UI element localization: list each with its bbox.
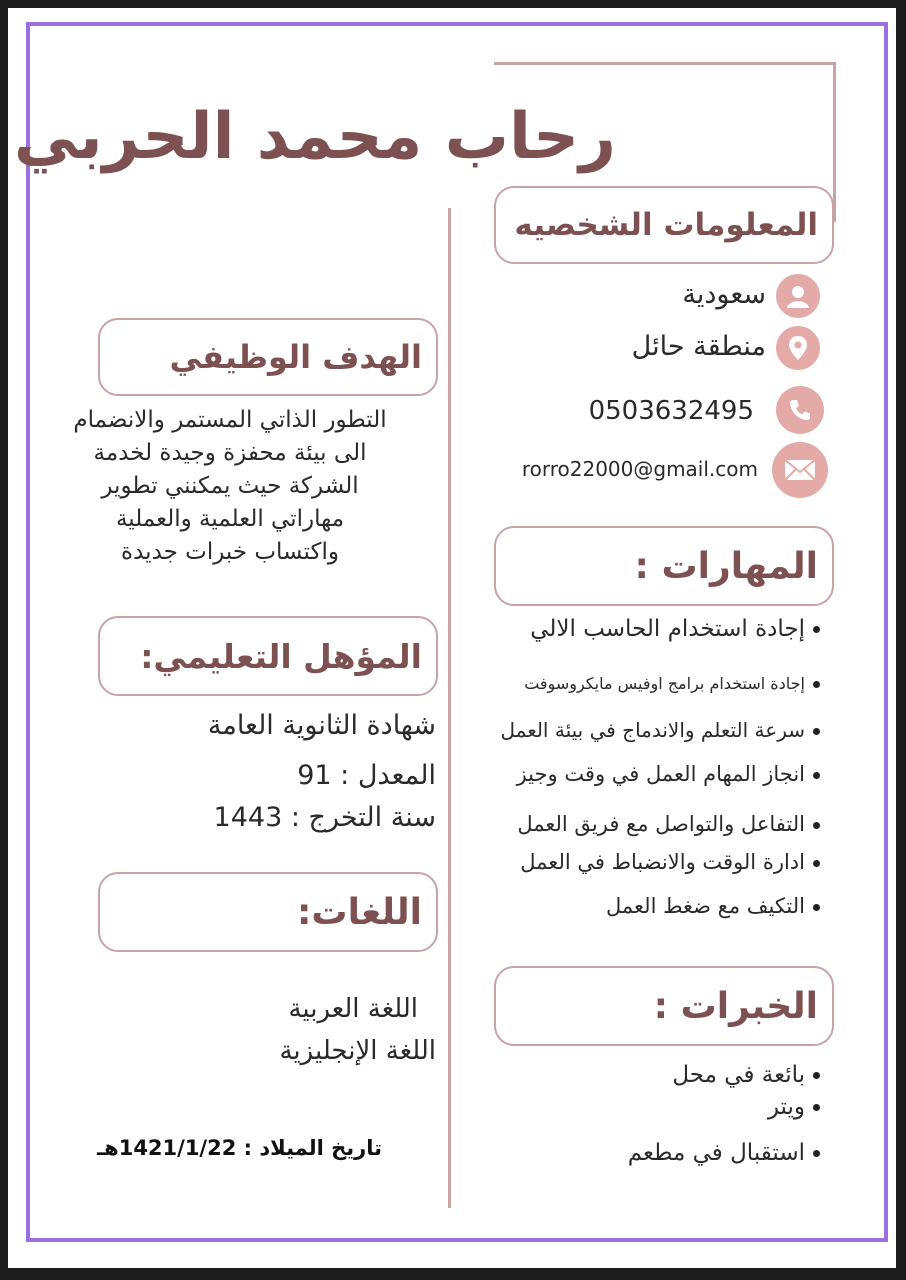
skill-text: إجادة استخدام برامج اوفيس مايكروسوفت (524, 674, 805, 693)
email-icon (772, 442, 828, 498)
experience-header (494, 966, 834, 1046)
nationality: سعودية (682, 279, 766, 310)
skill-text: سرعة التعلم والاندماج في بيئة العمل (500, 718, 805, 742)
languages-title: اللغات: (297, 891, 422, 933)
experience-text: بائعة في محل (672, 1062, 805, 1088)
language-item: اللغة الإنجليزية (279, 1036, 436, 1066)
decorative-line-right (833, 62, 836, 222)
education-header (98, 616, 438, 696)
experience-text: ويتر (767, 1094, 805, 1120)
bullet-icon (813, 1150, 820, 1157)
skill-item (520, 850, 820, 874)
skill-text: التفاعل والتواصل مع فريق العمل (517, 812, 805, 836)
phone-number: 0503632495 (588, 396, 754, 426)
bullet-icon (813, 1104, 820, 1111)
phone-icon (776, 386, 824, 434)
skill-item (500, 718, 820, 742)
skill-item (530, 616, 820, 642)
skill-item (517, 812, 820, 836)
bullet-icon (813, 904, 820, 911)
objective-line: الى بيئة محفزة وجيدة لخدمة (93, 440, 367, 466)
experience-item (768, 1094, 820, 1120)
languages-header (98, 872, 438, 952)
experience-text: استقبال في مطعم (627, 1140, 805, 1166)
bullet-icon (813, 860, 820, 867)
birthdate: تاريخ الميلاد : 1421/1/22هـ (96, 1136, 382, 1160)
location-pin-icon (776, 326, 820, 370)
skills-title: المهارات : (634, 545, 818, 587)
skill-text: إجادة استخدام الحاسب الالي (530, 616, 805, 642)
objective-line: الشركة حيث يمكنني تطوير (101, 473, 359, 499)
email-address: rorro22000@gmail.com (521, 457, 758, 481)
experience-item (628, 1140, 820, 1166)
certificate: شهادة الثانوية العامة (207, 710, 436, 741)
skill-text: التكيف مع ضغط العمل (606, 894, 805, 918)
bullet-icon (813, 822, 820, 829)
skill-item (517, 762, 820, 786)
skill-item (606, 894, 820, 918)
education-title: المؤهل التعليمي: (140, 636, 422, 676)
column-divider (448, 208, 451, 1208)
gpa: المعدل : 91 (297, 760, 436, 791)
region: منطقة حائل (631, 331, 766, 362)
language-item: اللغة العربية (288, 994, 418, 1024)
bullet-icon (813, 681, 820, 688)
objective-header (98, 318, 438, 396)
skills-header (494, 526, 834, 606)
experience-title: الخبرات : (653, 985, 818, 1027)
bullet-icon (813, 1072, 820, 1079)
objective-text (30, 404, 430, 569)
objective-line: مهاراتي العلمية والعملية (115, 506, 345, 532)
full-name: رحاب محمد الحربي (13, 100, 616, 174)
person-icon (776, 274, 820, 318)
bullet-icon (813, 728, 820, 735)
skill-text: ادارة الوقت والانضباط في العمل (520, 850, 805, 874)
graduation-year: سنة التخرج : 1443 (213, 802, 436, 833)
skill-item (524, 674, 820, 693)
skill-text: انجاز المهام العمل في وقت وجيز (516, 762, 805, 786)
objective-line: التطور الذاتي المستمر والانضمام (73, 407, 387, 433)
objective-line: واكتساب خبرات جديدة (121, 539, 339, 565)
decorative-line-top (494, 62, 836, 65)
bullet-icon (813, 626, 820, 633)
personal-info-title: المعلومات الشخصيه (514, 207, 818, 243)
objective-title: الهدف الوظيفي (169, 338, 422, 376)
personal-info-header (494, 186, 834, 264)
experience-item (672, 1062, 820, 1088)
bullet-icon (813, 772, 820, 779)
